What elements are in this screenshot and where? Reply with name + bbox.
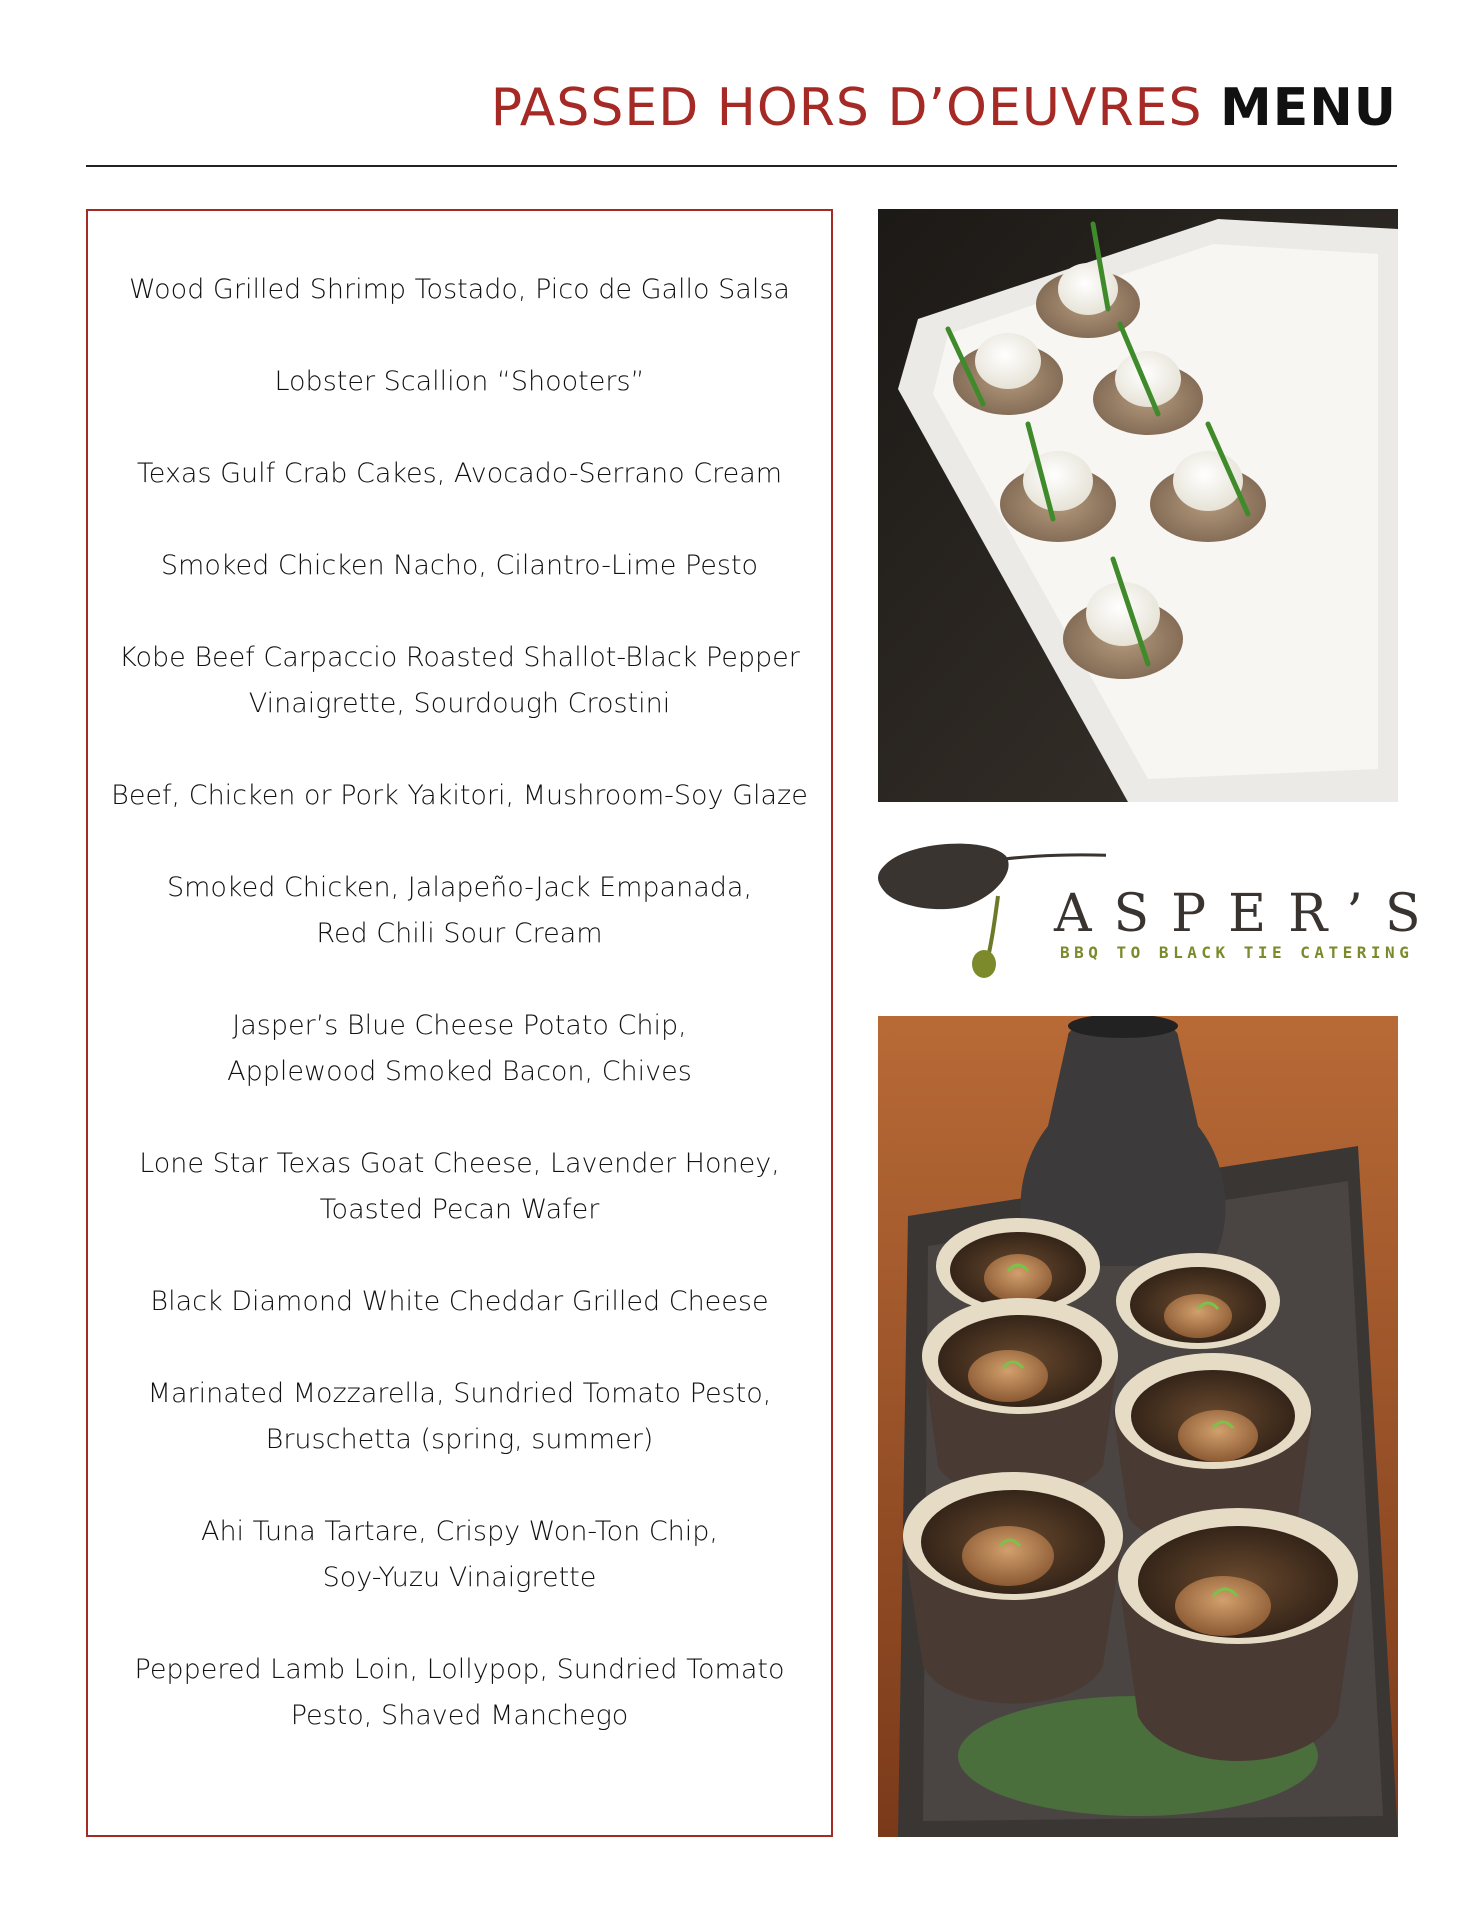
menu-item-line: Texas Gulf Crab Cakes, Avocado-Serrano Cream [136,458,783,489]
menu-item-line: Red Chili Sour Cream [316,918,603,949]
sake-cups-photo [878,1016,1398,1837]
page-title [491,78,1397,138]
menu-item-line: Smoked Chicken, Jalapeño-Jack Empanada, [166,872,753,903]
menu-item [88,1647,831,1739]
menu-item [88,543,831,589]
cups-tray-image [878,1016,1398,1837]
menu-item-line: Wood Grilled Shrimp Tostado, Pico de Gallo Salsa [129,274,790,305]
appetizer-plate-image [878,209,1398,802]
menu-item-line: Black Diamond White Cheddar Grilled Cheese [150,1286,769,1317]
menu-item [88,773,831,819]
title-accent: PASSED HORS D’OEUVRES [490,78,1203,138]
menu-item-line: Lobster Scallion “Shooters” [274,366,645,397]
goat-cheese-wafers-photo [878,209,1398,802]
menu-item-line: Applewood Smoked Bacon, Chives [227,1056,692,1087]
menu-item [88,865,831,957]
menu-item-line: Lone Star Texas Goat Cheese, Lavender Honey, [139,1148,780,1179]
menu-item-line: Marinated Mozzarella, Sundried Tomato Pesto, [147,1378,772,1409]
menu-item [88,1509,831,1601]
logo-tagline: BBQ TO BLACK TIE CATERING [1060,943,1414,962]
menu-item-line: Ahi Tuna Tartare, Crispy Won-Ton Chip, [200,1516,719,1547]
menu-item [88,635,831,727]
menu-item [88,359,831,405]
menu-item-line: Soy-Yuzu Vinaigrette [322,1562,597,1593]
logo-name: ASPER’S [1054,884,1443,944]
menu-item-line: Smoked Chicken Nacho, Cilantro-Lime Pesto [160,550,759,581]
menu-item-line: Pesto, Shaved Manchego [290,1700,629,1731]
menu-item [88,1279,831,1325]
menu-item [88,451,831,497]
menu-item [88,267,831,313]
menu-item-line: Kobe Beef Carpaccio Roasted Shallot-Black Pepper [119,642,800,673]
jaspers-logo [876,836,1443,982]
menu-item-line: Bruschetta (spring, summer) [265,1424,654,1455]
menu-item [88,1003,831,1095]
menu-item-line: Jasper’s Blue Cheese Potato Chip, [232,1010,687,1041]
menu-item-line: Toasted Pecan Wafer [319,1194,600,1225]
menu-item [88,1371,831,1463]
menu-item-line: Peppered Lamb Loin, Lollypop, Sundried Tomato [134,1654,785,1685]
menu-panel [86,209,833,1837]
header-divider [86,165,1397,167]
title-bold: MENU [1219,78,1397,138]
menu-item-line: Vinaigrette, Sourdough Crostini [248,688,671,719]
menu-item-line: Beef, Chicken or Pork Yakitori, Mushroom-Soy Glaze [111,780,808,811]
menu-item [88,1141,831,1233]
